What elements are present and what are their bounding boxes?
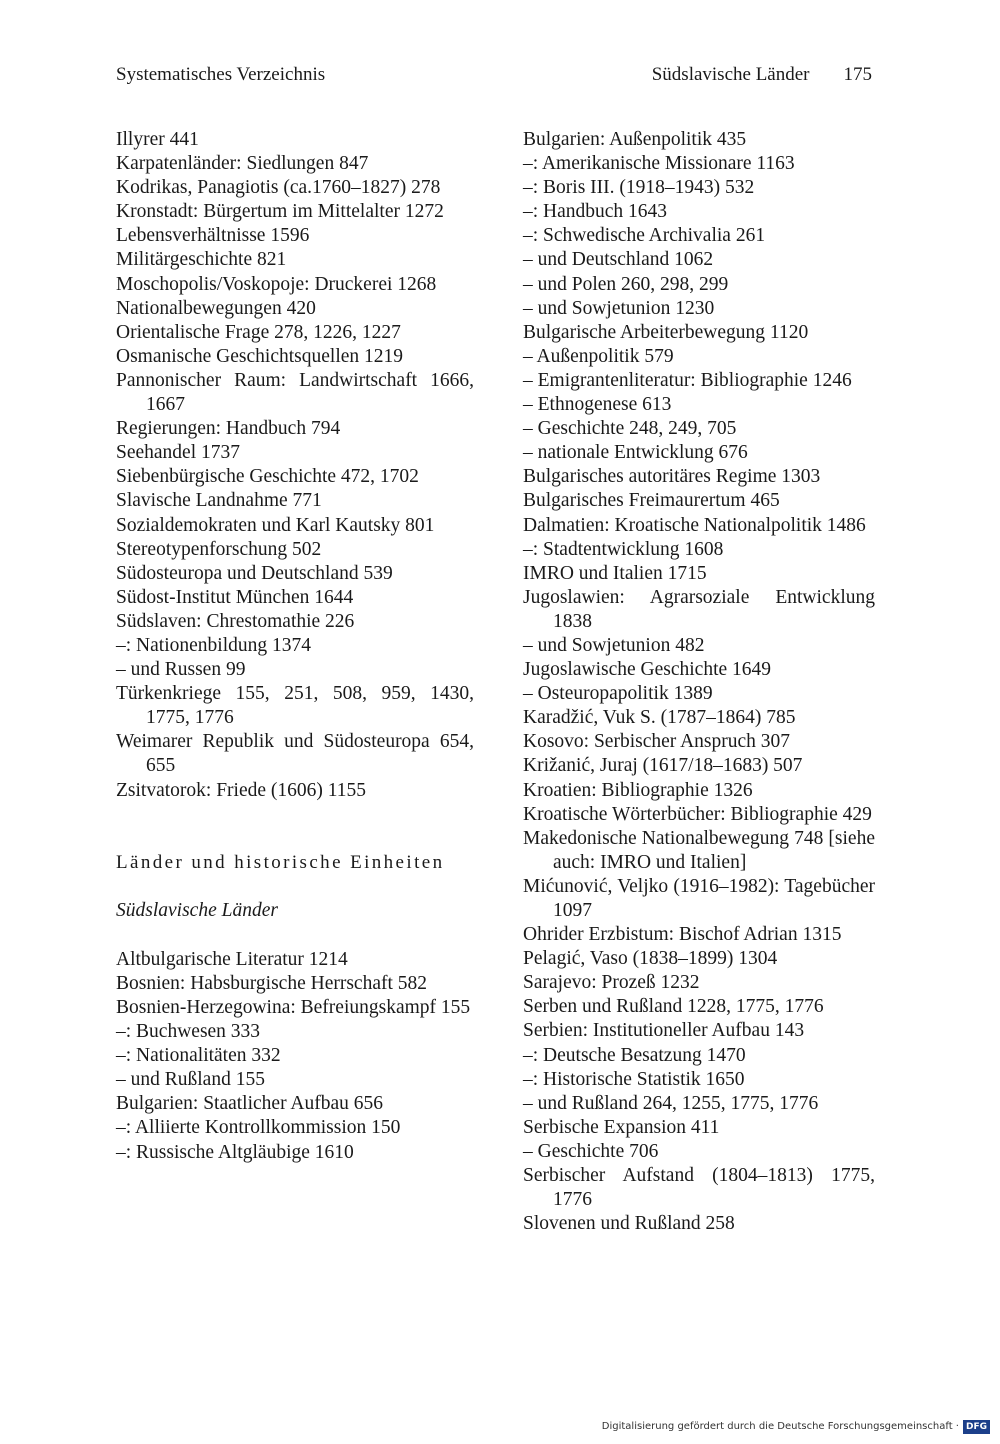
page-number: 175 (843, 64, 872, 85)
index-entry: – und Deutschland 1062 (523, 249, 714, 271)
index-entry: Bulgarisches autoritäres Regime 1303 (523, 466, 821, 488)
index-entry: Sozialdemokraten und Karl Kautsky 801 (116, 514, 435, 536)
index-entry: Lebensverhältnisse 1596 (116, 225, 310, 247)
index-entry: –: Boris III. (1918–1943) 532 (523, 177, 755, 199)
index-entry: Bulgarisches Freimaurertum 465 (523, 490, 780, 512)
index-entry: – Ethnogenese 613 (523, 394, 672, 416)
section-title-group (652, 60, 872, 90)
index-entry: Südosteuropa und Deutschland 539 (116, 562, 393, 584)
index-entry: –: Historische Statistik 1650 (523, 1068, 745, 1090)
index-entry: –: Stadtentwicklung 1608 (523, 538, 724, 560)
index-entry: Siebenbürgische Geschichte 472, 1702 (116, 466, 419, 488)
index-entry: Weimarer Republik und Südosteuropa 654, 655 (116, 731, 474, 777)
index-entry: Bosnien-Herzegowina: Befreiungskampf 155 (116, 997, 471, 1018)
index-entry: Stereotypenforschung 502 (116, 538, 322, 560)
index-entry: – nationale Entwicklung 676 (523, 442, 748, 464)
index-entry: –: Schwedische Archivalia 261 (523, 225, 766, 247)
dfg-logo: DFG (963, 1420, 990, 1434)
index-entry: Jugoslawien: Agrarsoziale Entwicklung 1838 (523, 586, 875, 632)
index-entry: Seehandel 1737 (116, 442, 241, 464)
index-entry: Bulgarische Arbeiterbewegung 1120 (523, 321, 809, 343)
index-entry: Regierungen: Handbuch 794 (116, 418, 341, 440)
index-entry: Slavische Landnahme 771 (116, 490, 322, 512)
subsection-heading: Südslavische Länder (116, 899, 278, 921)
index-entry: Kosovo: Serbischer Anspruch 307 (523, 731, 791, 753)
index-entry: –: Handbuch 1643 (523, 201, 668, 223)
index-entry: Serbische Expansion 411 (523, 1116, 720, 1138)
index-entry: IMRO und Italien 1715 (523, 562, 707, 584)
index-entry: Türkenkriege 155, 251, 508, 959, 1430, 1775, 1776 (116, 683, 474, 729)
index-entry: Kroatische Wörterbücher: Bibliographie 429 (523, 803, 872, 825)
index-entry: –: Nationenbildung 1374 (116, 634, 311, 656)
index-entry: Serbischer Aufstand (1804–1813) 1775, 1776 (523, 1165, 875, 1211)
index-entry: – und Sowjetunion 482 (523, 634, 705, 656)
index-entry: –: Amerikanische Missionare 1163 (523, 153, 795, 175)
index-entry: Nationalbewegungen 420 (116, 297, 316, 319)
index-entry: Moschopolis/Voskopoje: Druckerei 1268 (116, 273, 437, 295)
right-column (523, 128, 875, 1236)
index-entry: Bulgarien: Staatlicher Aufbau 656 (116, 1093, 383, 1115)
index-entry: Altbulgarische Literatur 1214 (116, 948, 348, 970)
index-entry: –: Russische Altgläubige 1610 (116, 1141, 354, 1163)
index-entry: Militärgeschichte 821 (116, 249, 287, 271)
index-entry: Križanić, Juraj (1617/18–1683) 507 (523, 755, 803, 777)
index-entry: Slovenen und Rußland 258 (523, 1213, 735, 1235)
left-column (116, 128, 474, 1165)
index-entry: Bulgarien: Außenpolitik 435 (523, 129, 747, 150)
index-entry: Illyrer 441 (116, 129, 199, 150)
section-heading: Länder und historische Einheiten (116, 851, 445, 873)
index-entry: Makedonische Nationalbewegung 748 [siehe auch: IMRO und Italien] (523, 827, 875, 873)
index-entry: – und Rußland 264, 1255, 1775, 1776 (523, 1092, 819, 1114)
index-entry: – und Polen 260, 298, 299 (523, 273, 729, 295)
index-entry: Pelagić, Vaso (1838–1899) 1304 (523, 948, 778, 970)
index-entry: Osmanische Geschichtsquellen 1219 (116, 345, 404, 367)
index-entry: – Emigrantenliteratur: Bibliographie 1246 (523, 369, 852, 391)
index-entry: –: Alliierte Kontrollkommission 150 (116, 1117, 401, 1139)
index-entry: Karadžić, Vuk S. (1787–1864) 785 (523, 707, 796, 729)
index-entry: –: Nationalitäten 332 (116, 1045, 281, 1067)
index-entry: Dalmatien: Kroatische Nationalpolitik 1486 (523, 514, 866, 536)
index-entry: – Geschichte 248, 249, 705 (523, 418, 737, 440)
footer-text: Digitalisierung gefördert durch die Deutsche Forschungsgemeinschaft · (601, 1421, 959, 1432)
index-entry: – und Russen 99 (116, 659, 246, 681)
digitization-footer (602, 1418, 990, 1436)
index-entry: Bosnien: Habsburgische Herrschaft 582 (116, 972, 428, 994)
index-entry: –: Buchwesen 333 (116, 1021, 261, 1043)
running-section: Südslavische Länder (651, 64, 810, 85)
index-entry: Orientalische Frage 278, 1226, 1227 (116, 321, 401, 343)
index-entry: Jugoslawische Geschichte 1649 (523, 659, 772, 681)
index-entry: Südost-Institut München 1644 (116, 586, 354, 608)
index-entry: Sarajevo: Prozeß 1232 (523, 972, 700, 994)
index-entry: Pannonischer Raum: Landwirtschaft 1666, 1667 (116, 369, 474, 416)
index-entry: Ohrider Erzbistum: Bischof Adrian 1315 (523, 924, 842, 946)
index-entry: –: Deutsche Besatzung 1470 (523, 1044, 746, 1066)
index-entry: Serben und Rußland 1228, 1775, 1776 (523, 996, 824, 1018)
page-header (116, 60, 872, 90)
index-entry: – und Rußland 155 (116, 1069, 265, 1091)
running-title: Systematisches Verzeichnis (116, 64, 326, 85)
index-entry: Karpatenländer: Siedlungen 847 (116, 153, 369, 175)
index-entry: Serbien: Institutioneller Aufbau 143 (523, 1020, 805, 1042)
index-entry: Kronstadt: Bürgertum im Mittelalter 1272 (116, 201, 444, 223)
index-entry: Südslaven: Chrestomathie 226 (116, 610, 355, 632)
index-entry: – Außenpolitik 579 (523, 345, 674, 367)
index-entry: – Osteuropapolitik 1389 (523, 683, 713, 705)
index-entry: Kodrikas, Panagiotis (ca.1760–1827) 278 (116, 177, 441, 199)
index-list-bottom (116, 948, 474, 1165)
index-entry: – und Sowjetunion 1230 (523, 297, 715, 319)
index-list-top (116, 128, 474, 803)
index-entry: Kroatien: Bibliographie 1326 (523, 779, 753, 801)
index-entry: Mićunović, Veljko (1916–1982): Tagebücher 1097 (523, 875, 875, 921)
index-entry: Zsitvatorok: Friede (1606) 1155 (116, 779, 367, 801)
index-entry: – Geschichte 706 (523, 1140, 659, 1162)
